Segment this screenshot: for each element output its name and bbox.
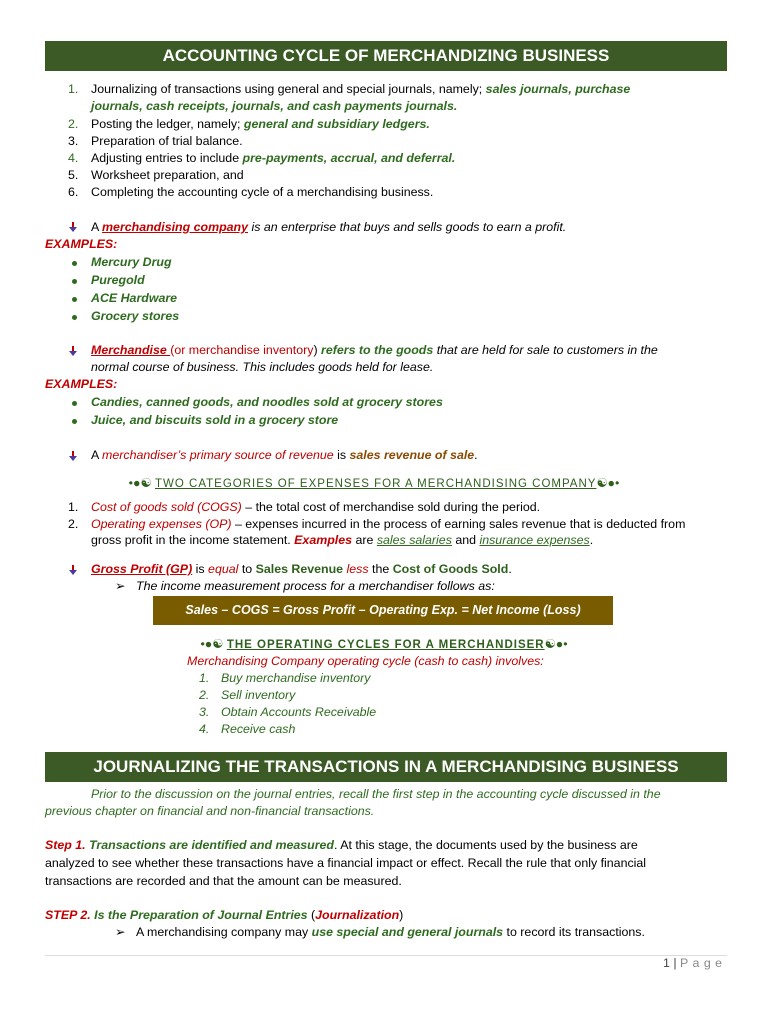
list-item-number: 3. <box>199 705 210 719</box>
cogs-definition: Cost of goods sold (COGS) – the total cost of merchandise sold during the period. <box>91 500 541 514</box>
bullet-icon <box>72 279 77 284</box>
list-item-number: 2. <box>199 688 210 702</box>
bullet-icon <box>72 419 77 424</box>
gross-profit-statement: Gross Profit (GP) is equal to Sales Revenue less the Cost of Goods Sold. <box>91 562 512 576</box>
ornament-icon: •●☯ <box>128 476 155 490</box>
list-item-number: 1. <box>68 500 79 514</box>
bullet-icon <box>72 315 77 320</box>
merchandising-company-definition: A merchandising company is an enterprise that buys and sells goods to earn a profit. <box>91 220 567 234</box>
ornament-icon: ☯●• <box>596 476 620 490</box>
list-item-text: Adjusting entries to include pre-payments, accrual, and deferral. <box>91 151 456 165</box>
list-item: Grocery stores <box>91 309 180 323</box>
operating-expenses-definition: Operating expenses (OP) – expenses incurred in the process of earning sales revenue that is deducted from <box>91 517 686 531</box>
examples-label: EXAMPLES: <box>45 377 118 391</box>
intro-paragraph-line1: Prior to the discussion on the journal entries, recall the first step in the accounting cycle discussed in the <box>91 787 661 801</box>
section-banner-accounting-cycle: ACCOUNTING CYCLE OF MERCHANDIZING BUSINESS <box>45 41 727 71</box>
down-arrow-bullet-icon <box>68 565 78 575</box>
list-item: Juice, and biscuits sold in a grocery store <box>91 413 339 427</box>
list-item-number: 5. <box>68 168 79 182</box>
step1-paragraph-line3: transactions are recorded and that the amount can be measured. <box>45 874 402 888</box>
list-item-text: journals, cash receipts, journals, and cash payments journals. <box>91 99 458 113</box>
list-item-text: Worksheet preparation, and <box>91 168 244 182</box>
income-formula-box: Sales – COGS = Gross Profit – Operating Exp. = Net Income (Loss) <box>153 596 613 625</box>
list-item: Puregold <box>91 273 145 287</box>
list-item-text: Journalizing of transactions using general and special journals, namely; sales journals, purchase <box>91 82 631 96</box>
income-process-text: The income measurement process for a merchandiser follows as: <box>136 579 495 593</box>
list-item-number: 4. <box>68 151 79 165</box>
list-item: Candies, canned goods, and noodles sold at grocery stores <box>91 395 443 409</box>
list-item-number: 1. <box>199 671 210 685</box>
operating-expenses-definition-line2: gross profit in the income statement. Examples are sales salaries and insurance expenses. <box>91 533 594 547</box>
list-item-text: Posting the ledger, namely; general and subsidiary ledgers. <box>91 117 430 131</box>
list-item: Receive cash <box>221 722 296 736</box>
intro-paragraph-line2: previous chapter on financial and non-financial transactions. <box>45 804 375 818</box>
cycle-intro: Merchandising Company operating cycle (cash to cash) involves: <box>187 654 544 668</box>
list-item: Obtain Accounts Receivable <box>221 705 377 719</box>
step2-heading: STEP 2. Is the Preparation of Journal Entries (Journalization) <box>45 908 404 922</box>
bullet-icon <box>72 401 77 406</box>
operating-cycles-heading: •●☯ THE OPERATING CYCLES FOR A MERCHANDISER☯●• <box>200 637 568 651</box>
step1-paragraph-line2: analyzed to see whether these transactions have a financial impact or effect. Recall the rule that only financial <box>45 856 647 870</box>
down-arrow-bullet-icon <box>68 222 78 232</box>
list-item-text: Preparation of trial balance. <box>91 134 243 148</box>
list-item-number: 3. <box>68 134 79 148</box>
expense-categories-heading: •●☯ TWO CATEGORIES OF EXPENSES FOR A MERCHANDISING COMPANY☯●• <box>128 476 620 490</box>
examples-label: EXAMPLES: <box>45 237 118 251</box>
down-arrow-bullet-icon <box>68 451 78 461</box>
step1-paragraph: Step 1. Transactions are identified and measured. At this stage, the documents used by the business are <box>45 838 638 852</box>
list-item: ACE Hardware <box>91 291 178 305</box>
list-item: Buy merchandise inventory <box>221 671 371 685</box>
list-item: Sell inventory <box>221 688 296 702</box>
bullet-icon <box>72 261 77 266</box>
list-item-number: 2. <box>68 517 79 531</box>
list-item-text: Completing the accounting cycle of a merchandising business. <box>91 185 434 199</box>
revenue-statement: A merchandiser’s primary source of revenue is sales revenue of sale. <box>91 448 478 462</box>
list-item: Mercury Drug <box>91 255 172 269</box>
section-banner-journalizing: JOURNALIZING THE TRANSACTIONS IN A MERCHANDISING BUSINESS <box>45 752 727 782</box>
ornament-icon: •●☯ <box>200 637 227 651</box>
list-item: 1. <box>68 82 79 96</box>
list-item-number: 4. <box>199 722 210 736</box>
page-footer: 1 | P a g e <box>663 956 723 970</box>
bullet-icon <box>72 297 77 302</box>
list-item-number: 2. <box>68 117 79 131</box>
merchandise-definition: Merchandise (or merchandise inventory) refers to the goods that are held for sale to customers in the <box>91 343 658 357</box>
down-arrow-bullet-icon <box>68 346 78 356</box>
ornament-icon: ☯●• <box>544 637 568 651</box>
chevron-right-icon: ➢ <box>115 579 126 593</box>
step2-description: A merchandising company may use special and general journals to record its transactions. <box>136 925 645 939</box>
footer-divider <box>45 955 727 956</box>
list-item-number: 6. <box>68 185 79 199</box>
merchandise-definition-line2: normal course of business. This includes goods held for lease. <box>91 360 434 374</box>
chevron-right-icon: ➢ <box>115 925 126 939</box>
